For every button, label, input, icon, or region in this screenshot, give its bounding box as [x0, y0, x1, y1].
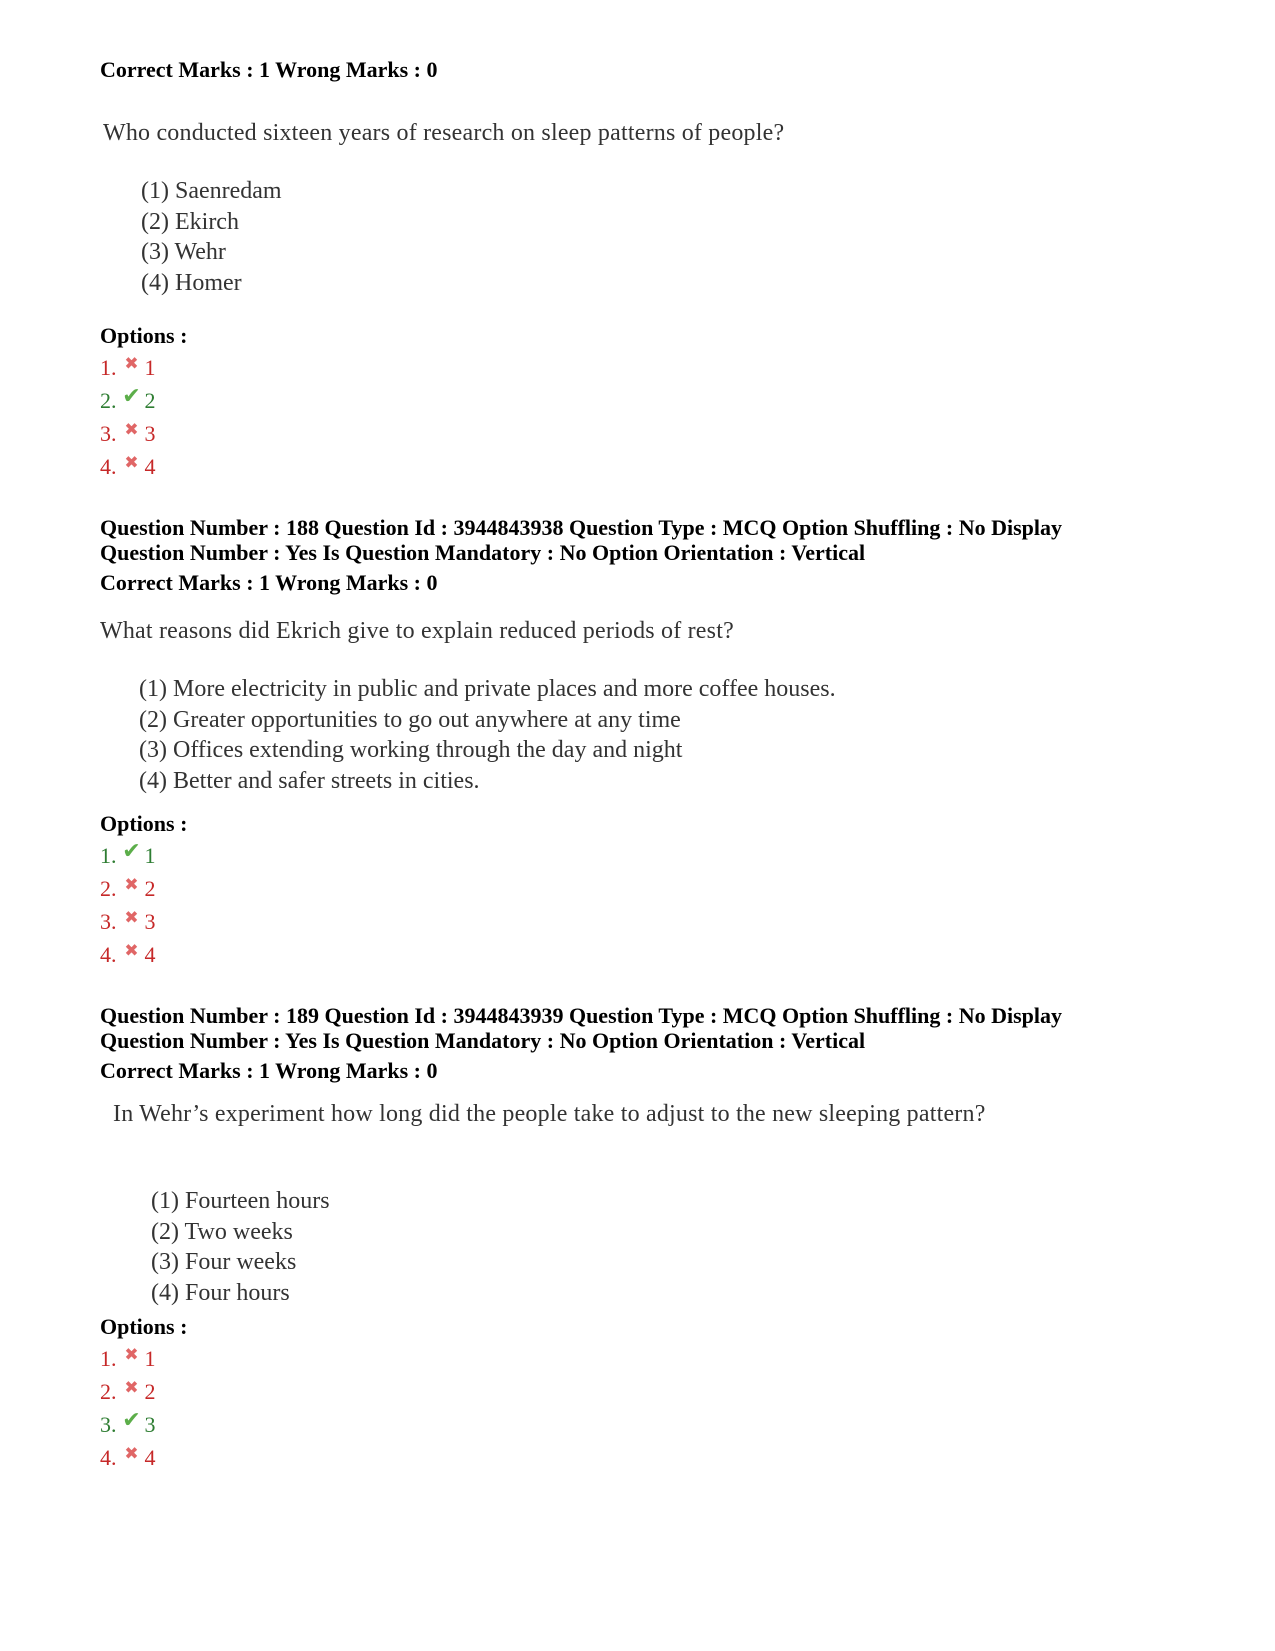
cross-icon: ✖	[124, 1444, 139, 1463]
question-text: Who conducted sixteen years of research on sleep patterns of people?	[103, 120, 785, 146]
cross-icon: ✖	[124, 1345, 139, 1364]
choice-item: (3) Offices extending working through the day and night	[139, 737, 683, 763]
option-item: 2. ✔ 2	[100, 383, 156, 413]
option-item: 4. ✖ 4	[100, 1445, 156, 1473]
option-item: 4. ✖ 4	[100, 454, 156, 482]
choice-item: (2) Two weeks	[151, 1218, 293, 1245]
choice-item: (4) Four hours	[151, 1279, 290, 1306]
question-meta-line: Question Number : 188 Question Id : 3944843938 Question Type : MCQ Option Shuffling : No Display	[100, 515, 1063, 540]
choice-item: (1) Fourteen hours	[151, 1188, 330, 1214]
question-text: What reasons did Ekrich give to explain reduced periods of rest?	[100, 618, 734, 644]
choice-list	[141, 176, 282, 298]
marks-line: Correct Marks : 1 Wrong Marks : 0	[100, 570, 438, 595]
cross-icon: ✖	[124, 420, 139, 439]
option-item: 2. ✖ 2	[100, 876, 156, 904]
check-icon: ✔	[122, 838, 141, 863]
option-item: 3. ✔ 3	[100, 1407, 156, 1437]
options-title: Options :	[100, 323, 188, 348]
choice-list	[151, 1186, 330, 1308]
marks-line: Correct Marks : 1 Wrong Marks : 0	[100, 1058, 438, 1083]
option-item: 3. ✖ 3	[100, 421, 156, 449]
cross-icon: ✖	[124, 453, 139, 472]
cross-icon: ✖	[124, 354, 139, 373]
cross-icon: ✖	[124, 1378, 139, 1397]
choice-item: (1) More electricity in public and private places and more coffee houses.	[139, 676, 836, 702]
option-item: 2. ✖ 2	[100, 1379, 156, 1407]
choice-item: (4) Better and safer streets in cities.	[139, 767, 480, 794]
option-item: 4. ✖ 4	[100, 942, 156, 970]
check-icon: ✔	[122, 383, 141, 408]
choice-item: (4) Homer	[141, 269, 242, 296]
option-item: 1. ✖ 1	[100, 355, 156, 383]
choice-item: (3) Wehr	[141, 239, 226, 265]
question-meta-line: Question Number : Yes Is Question Mandatory : No Option Orientation : Vertical	[100, 540, 866, 565]
question-text: In Wehr’s experiment how long did the people take to adjust to the new sleeping pattern?	[113, 1101, 986, 1127]
choice-item: (2) Ekirch	[141, 208, 239, 235]
option-item: 1. ✔ 1	[100, 838, 156, 868]
option-item: 3. ✖ 3	[100, 909, 156, 937]
choice-list	[139, 674, 836, 796]
options-title: Options :	[100, 1314, 188, 1339]
cross-icon: ✖	[124, 908, 139, 927]
question-meta-line: Question Number : Yes Is Question Mandatory : No Option Orientation : Vertical	[100, 1028, 866, 1053]
option-item: 1. ✖ 1	[100, 1346, 156, 1374]
choice-item: (1) Saenredam	[141, 178, 282, 204]
choice-item: (3) Four weeks	[151, 1249, 297, 1275]
question-meta-line: Question Number : 189 Question Id : 3944843939 Question Type : MCQ Option Shuffling : No Display	[100, 1003, 1063, 1028]
choice-item: (2) Greater opportunities to go out anywhere at any time	[139, 706, 681, 733]
cross-icon: ✖	[124, 875, 139, 894]
marks-line: Correct Marks : 1 Wrong Marks : 0	[100, 57, 438, 82]
cross-icon: ✖	[124, 941, 139, 960]
options-title: Options :	[100, 811, 188, 836]
check-icon: ✔	[122, 1407, 141, 1432]
